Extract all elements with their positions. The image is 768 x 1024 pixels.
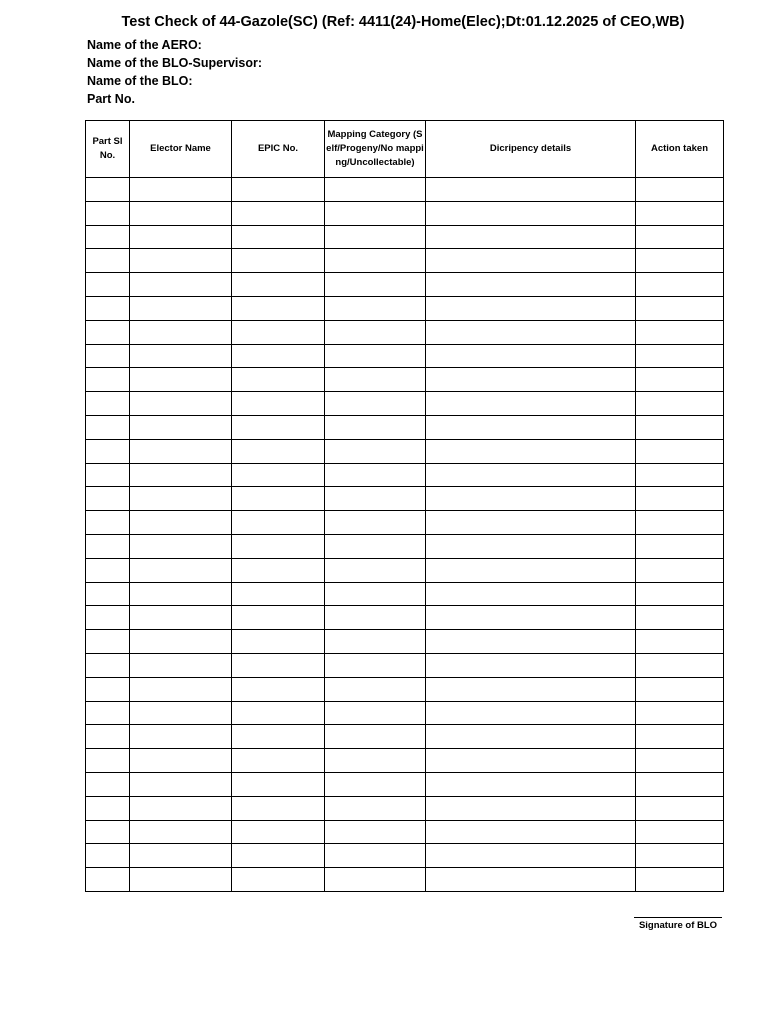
table-cell: [636, 844, 724, 868]
signature-label: Signature of BLO: [638, 920, 718, 931]
table-cell: [426, 844, 636, 868]
table-cell: [86, 796, 130, 820]
table-cell: [636, 796, 724, 820]
field-blo: Name of the BLO:: [87, 74, 193, 88]
table-cell: [86, 772, 130, 796]
table-cell: [636, 868, 724, 892]
table-cell: [86, 487, 130, 511]
table-cell: [325, 296, 426, 320]
table-cell: [426, 534, 636, 558]
table-cell: [426, 630, 636, 654]
table-cell: [325, 820, 426, 844]
table-cell: [130, 606, 232, 630]
table-cell: [426, 368, 636, 392]
table-cell: [426, 439, 636, 463]
table-cell: [130, 368, 232, 392]
table-cell: [325, 796, 426, 820]
table-cell: [325, 320, 426, 344]
table-cell: [636, 415, 724, 439]
table-row: [86, 225, 724, 249]
table-cell: [636, 534, 724, 558]
table-cell: [130, 582, 232, 606]
table-row: [86, 749, 724, 773]
table-cell: [325, 677, 426, 701]
table-cell: [325, 772, 426, 796]
table-cell: [636, 511, 724, 535]
table-cell: [86, 749, 130, 773]
table-cell: [86, 201, 130, 225]
table-cell: [130, 463, 232, 487]
table-cell: [86, 249, 130, 273]
table-cell: [130, 844, 232, 868]
table-cell: [86, 273, 130, 297]
table-cell: [426, 653, 636, 677]
table-cell: [426, 225, 636, 249]
table-cell: [232, 201, 325, 225]
table-cell: [636, 249, 724, 273]
table-cell: [636, 582, 724, 606]
table-cell: [86, 463, 130, 487]
table-row: [86, 534, 724, 558]
table-cell: [426, 392, 636, 416]
table-cell: [86, 820, 130, 844]
field-blo-supervisor: Name of the BLO-Supervisor:: [87, 56, 263, 70]
table-cell: [86, 582, 130, 606]
table-cell: [426, 796, 636, 820]
table-cell: [130, 677, 232, 701]
table-cell: [426, 463, 636, 487]
table-cell: [325, 178, 426, 202]
table-cell: [325, 511, 426, 535]
table-row: [86, 201, 724, 225]
table-cell: [325, 558, 426, 582]
table-cell: [232, 772, 325, 796]
table-cell: [636, 725, 724, 749]
table-cell: [130, 558, 232, 582]
table-cell: [636, 178, 724, 202]
table-cell: [325, 606, 426, 630]
table-cell: [86, 558, 130, 582]
table-cell: [130, 701, 232, 725]
table-cell: [426, 415, 636, 439]
table-cell: [232, 463, 325, 487]
table-cell: [426, 677, 636, 701]
table-cell: [130, 511, 232, 535]
table-row: [86, 796, 724, 820]
table-cell: [325, 534, 426, 558]
table-cell: [636, 820, 724, 844]
test-check-table: [85, 120, 724, 892]
table-cell: [86, 320, 130, 344]
table-cell: [636, 439, 724, 463]
table-cell: [232, 534, 325, 558]
table-row: [86, 725, 724, 749]
table-row: [86, 844, 724, 868]
table-cell: [232, 273, 325, 297]
table-row: [86, 653, 724, 677]
table-cell: [232, 630, 325, 654]
table-cell: [325, 463, 426, 487]
table-row: [86, 344, 724, 368]
table-cell: [325, 392, 426, 416]
table-cell: [130, 796, 232, 820]
table-row: [86, 677, 724, 701]
table-cell: [130, 725, 232, 749]
table-cell: [86, 868, 130, 892]
table-cell: [130, 630, 232, 654]
table-cell: [426, 868, 636, 892]
table-row: [86, 772, 724, 796]
table-cell: [232, 796, 325, 820]
table-cell: [325, 368, 426, 392]
header-mapping-category: Mapping Category (Self/Progeny/No mapping/Uncollectable): [325, 121, 426, 178]
table-cell: [232, 820, 325, 844]
header-action-taken: Action taken: [636, 121, 724, 178]
table-cell: [325, 249, 426, 273]
table-row: [86, 415, 724, 439]
table-cell: [636, 653, 724, 677]
table-cell: [636, 344, 724, 368]
table-cell: [232, 392, 325, 416]
table-cell: [232, 439, 325, 463]
table-cell: [130, 201, 232, 225]
header-epic-no: EPIC No.: [232, 121, 325, 178]
table-cell: [86, 844, 130, 868]
table-cell: [130, 415, 232, 439]
table-row: [86, 582, 724, 606]
table-cell: [130, 487, 232, 511]
table-cell: [636, 772, 724, 796]
field-aero: Name of the AERO:: [87, 38, 202, 52]
table-cell: [86, 344, 130, 368]
table-cell: [426, 701, 636, 725]
table-cell: [86, 725, 130, 749]
table-cell: [325, 725, 426, 749]
table-cell: [636, 201, 724, 225]
table-cell: [426, 582, 636, 606]
table-cell: [426, 273, 636, 297]
table-header-row: [86, 121, 724, 178]
table-cell: [325, 701, 426, 725]
table-cell: [130, 439, 232, 463]
table-cell: [426, 344, 636, 368]
table-row: [86, 487, 724, 511]
table-cell: [232, 749, 325, 773]
table-row: [86, 320, 724, 344]
table-row: [86, 439, 724, 463]
table-cell: [426, 820, 636, 844]
table-cell: [130, 273, 232, 297]
table-cell: [232, 249, 325, 273]
table-row: [86, 558, 724, 582]
table-cell: [325, 225, 426, 249]
table-cell: [426, 178, 636, 202]
table-cell: [86, 296, 130, 320]
table-cell: [636, 749, 724, 773]
table-row: [86, 463, 724, 487]
table-cell: [636, 487, 724, 511]
table-cell: [232, 511, 325, 535]
table-cell: [232, 344, 325, 368]
table-cell: [325, 439, 426, 463]
table-cell: [130, 225, 232, 249]
table-cell: [130, 749, 232, 773]
table-cell: [325, 273, 426, 297]
table-body: [86, 178, 724, 892]
table-cell: [426, 249, 636, 273]
table-cell: [426, 201, 636, 225]
header-elector-name: Elector Name: [130, 121, 232, 178]
table-cell: [426, 296, 636, 320]
table-cell: [325, 415, 426, 439]
table-cell: [86, 415, 130, 439]
table-cell: [325, 201, 426, 225]
table-cell: [86, 653, 130, 677]
table-cell: [130, 296, 232, 320]
table-cell: [86, 701, 130, 725]
table-cell: [86, 511, 130, 535]
table-cell: [325, 344, 426, 368]
table-cell: [130, 392, 232, 416]
table-row: [86, 178, 724, 202]
table-cell: [232, 225, 325, 249]
table-cell: [232, 582, 325, 606]
table-cell: [325, 487, 426, 511]
table-cell: [426, 725, 636, 749]
table-cell: [426, 558, 636, 582]
table-cell: [86, 630, 130, 654]
table-cell: [325, 844, 426, 868]
table-cell: [426, 749, 636, 773]
header-discrepancy-details: Dicripency details: [426, 121, 636, 178]
table-cell: [86, 225, 130, 249]
table-cell: [325, 582, 426, 606]
table-cell: [325, 868, 426, 892]
table-cell: [636, 677, 724, 701]
table-cell: [232, 415, 325, 439]
table-cell: [130, 820, 232, 844]
table-cell: [232, 844, 325, 868]
table-cell: [636, 225, 724, 249]
table-cell: [636, 606, 724, 630]
table-cell: [232, 487, 325, 511]
table-cell: [86, 178, 130, 202]
table-cell: [232, 368, 325, 392]
table-cell: [232, 701, 325, 725]
table-cell: [426, 772, 636, 796]
table-cell: [636, 701, 724, 725]
table-cell: [426, 606, 636, 630]
table-cell: [232, 320, 325, 344]
table-cell: [86, 534, 130, 558]
table-cell: [232, 868, 325, 892]
table-cell: [636, 392, 724, 416]
table-cell: [130, 772, 232, 796]
table-cell: [325, 653, 426, 677]
table-row: [86, 368, 724, 392]
table-row: [86, 273, 724, 297]
signature-line: [634, 917, 722, 918]
table-cell: [130, 249, 232, 273]
table-cell: [636, 320, 724, 344]
table-cell: [426, 487, 636, 511]
table-cell: [636, 273, 724, 297]
table-cell: [232, 606, 325, 630]
table-row: [86, 249, 724, 273]
table-cell: [636, 630, 724, 654]
table-cell: [86, 439, 130, 463]
table-row: [86, 392, 724, 416]
table-cell: [86, 677, 130, 701]
table-cell: [130, 868, 232, 892]
table-cell: [426, 511, 636, 535]
table-cell: [232, 558, 325, 582]
table-cell: [636, 296, 724, 320]
table-cell: [636, 368, 724, 392]
table-row: [86, 701, 724, 725]
field-part-no: Part No.: [87, 92, 135, 106]
table-row: [86, 868, 724, 892]
table-cell: [232, 725, 325, 749]
document-title: Test Check of 44-Gazole(SC) (Ref: 4411(24)-Home(Elec);Dt:01.12.2025 of CEO,WB): [121, 14, 685, 30]
table-cell: [426, 320, 636, 344]
table-row: [86, 296, 724, 320]
table-cell: [130, 344, 232, 368]
table-cell: [130, 534, 232, 558]
table-cell: [325, 630, 426, 654]
table-cell: [232, 296, 325, 320]
header-fields: [87, 36, 262, 108]
table-cell: [232, 178, 325, 202]
table-cell: [325, 749, 426, 773]
table-cell: [86, 368, 130, 392]
table-cell: [232, 677, 325, 701]
table-row: [86, 630, 724, 654]
table-row: [86, 820, 724, 844]
table-cell: [232, 653, 325, 677]
table-row: [86, 606, 724, 630]
table-cell: [130, 653, 232, 677]
table-cell: [636, 463, 724, 487]
table-cell: [130, 178, 232, 202]
table-row: [86, 511, 724, 535]
header-part-sl-no: Part Sl No.: [86, 121, 130, 178]
table-cell: [130, 320, 232, 344]
table-cell: [86, 606, 130, 630]
table-cell: [86, 392, 130, 416]
table-cell: [636, 558, 724, 582]
